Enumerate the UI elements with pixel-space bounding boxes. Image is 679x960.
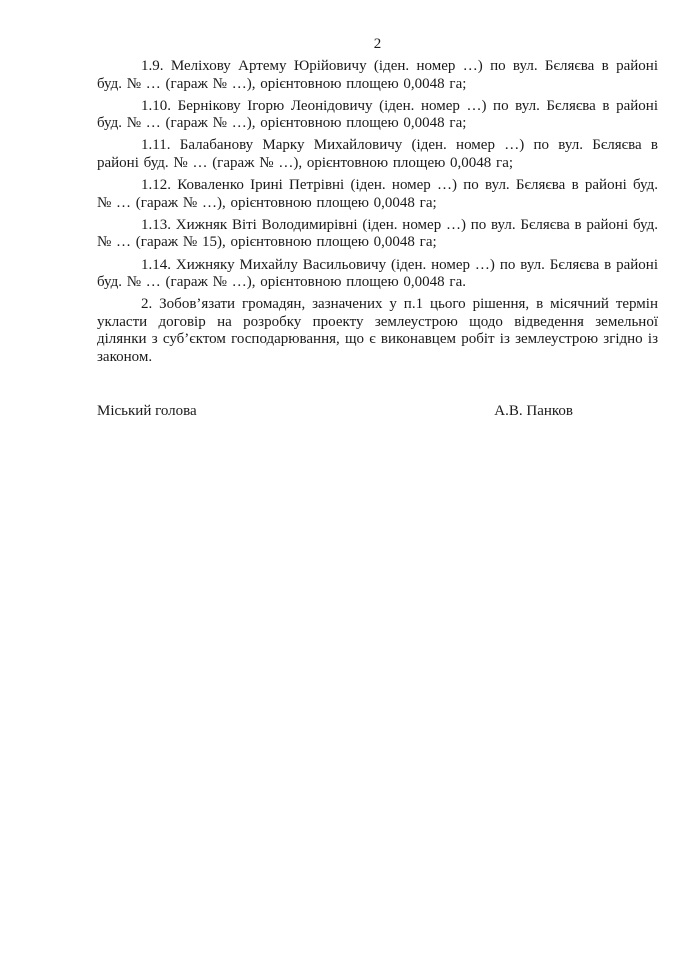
paragraph-1-13: 1.13. Хижняк Віті Володимирівні (іден. номер …) по вул. Бєляєва в районі буд. № … (гараж № 15), орієнтовною площею 0,0048 га; [97,216,658,251]
paragraph-1-10: 1.10. Бернікову Ігорю Леонідовичу (іден. номер …) по вул. Бєляєва в районі буд. № … (гараж № …), орієнтовною площею 0,0048 га; [97,97,658,132]
paragraph-1-9: 1.9. Меліхову Артему Юрійовичу (іден. номер …) по вул. Бєляєва в районі буд. № … (гараж № …), орієнтовною площею 0,0048 га; [97,58,658,92]
paragraph-1-11: 1.11. Балабанову Марку Михайловичу (іден. номер …) по вул. Бєляєва в районі буд. № … (гараж № …), орієнтовною площею 0,0048 га; [97,137,658,172]
signature-title: Міський голова [97,402,197,419]
paragraph-2: 2. Зобов’язати громадян, зазначених у п.1 цього рішення, в місячний термін укласти договір на розробку проекту землеустрою щодо відведення земельної ділянки з суб’єктом господарювання, що є виконавцем робіт із землеустрою згідно із законом. [97,296,658,365]
signature-row [97,403,658,421]
paragraph-1-12: 1.12. Коваленко Ірині Петрівні (іден. номер …) по вул. Бєляєва в районі буд. № … (гараж № …), орієнтовною площею 0,0048 га; [97,177,658,211]
signature-name: А.В. Панков [494,402,573,419]
paragraph-1-14: 1.14. Хижняку Михайлу Васильовичу (іден. номер …) по вул. Бєляєва в районі буд. № … (гараж № …), орієнтовною площею 0,0048 га. [97,256,658,291]
page-number: 2 [373,36,382,52]
